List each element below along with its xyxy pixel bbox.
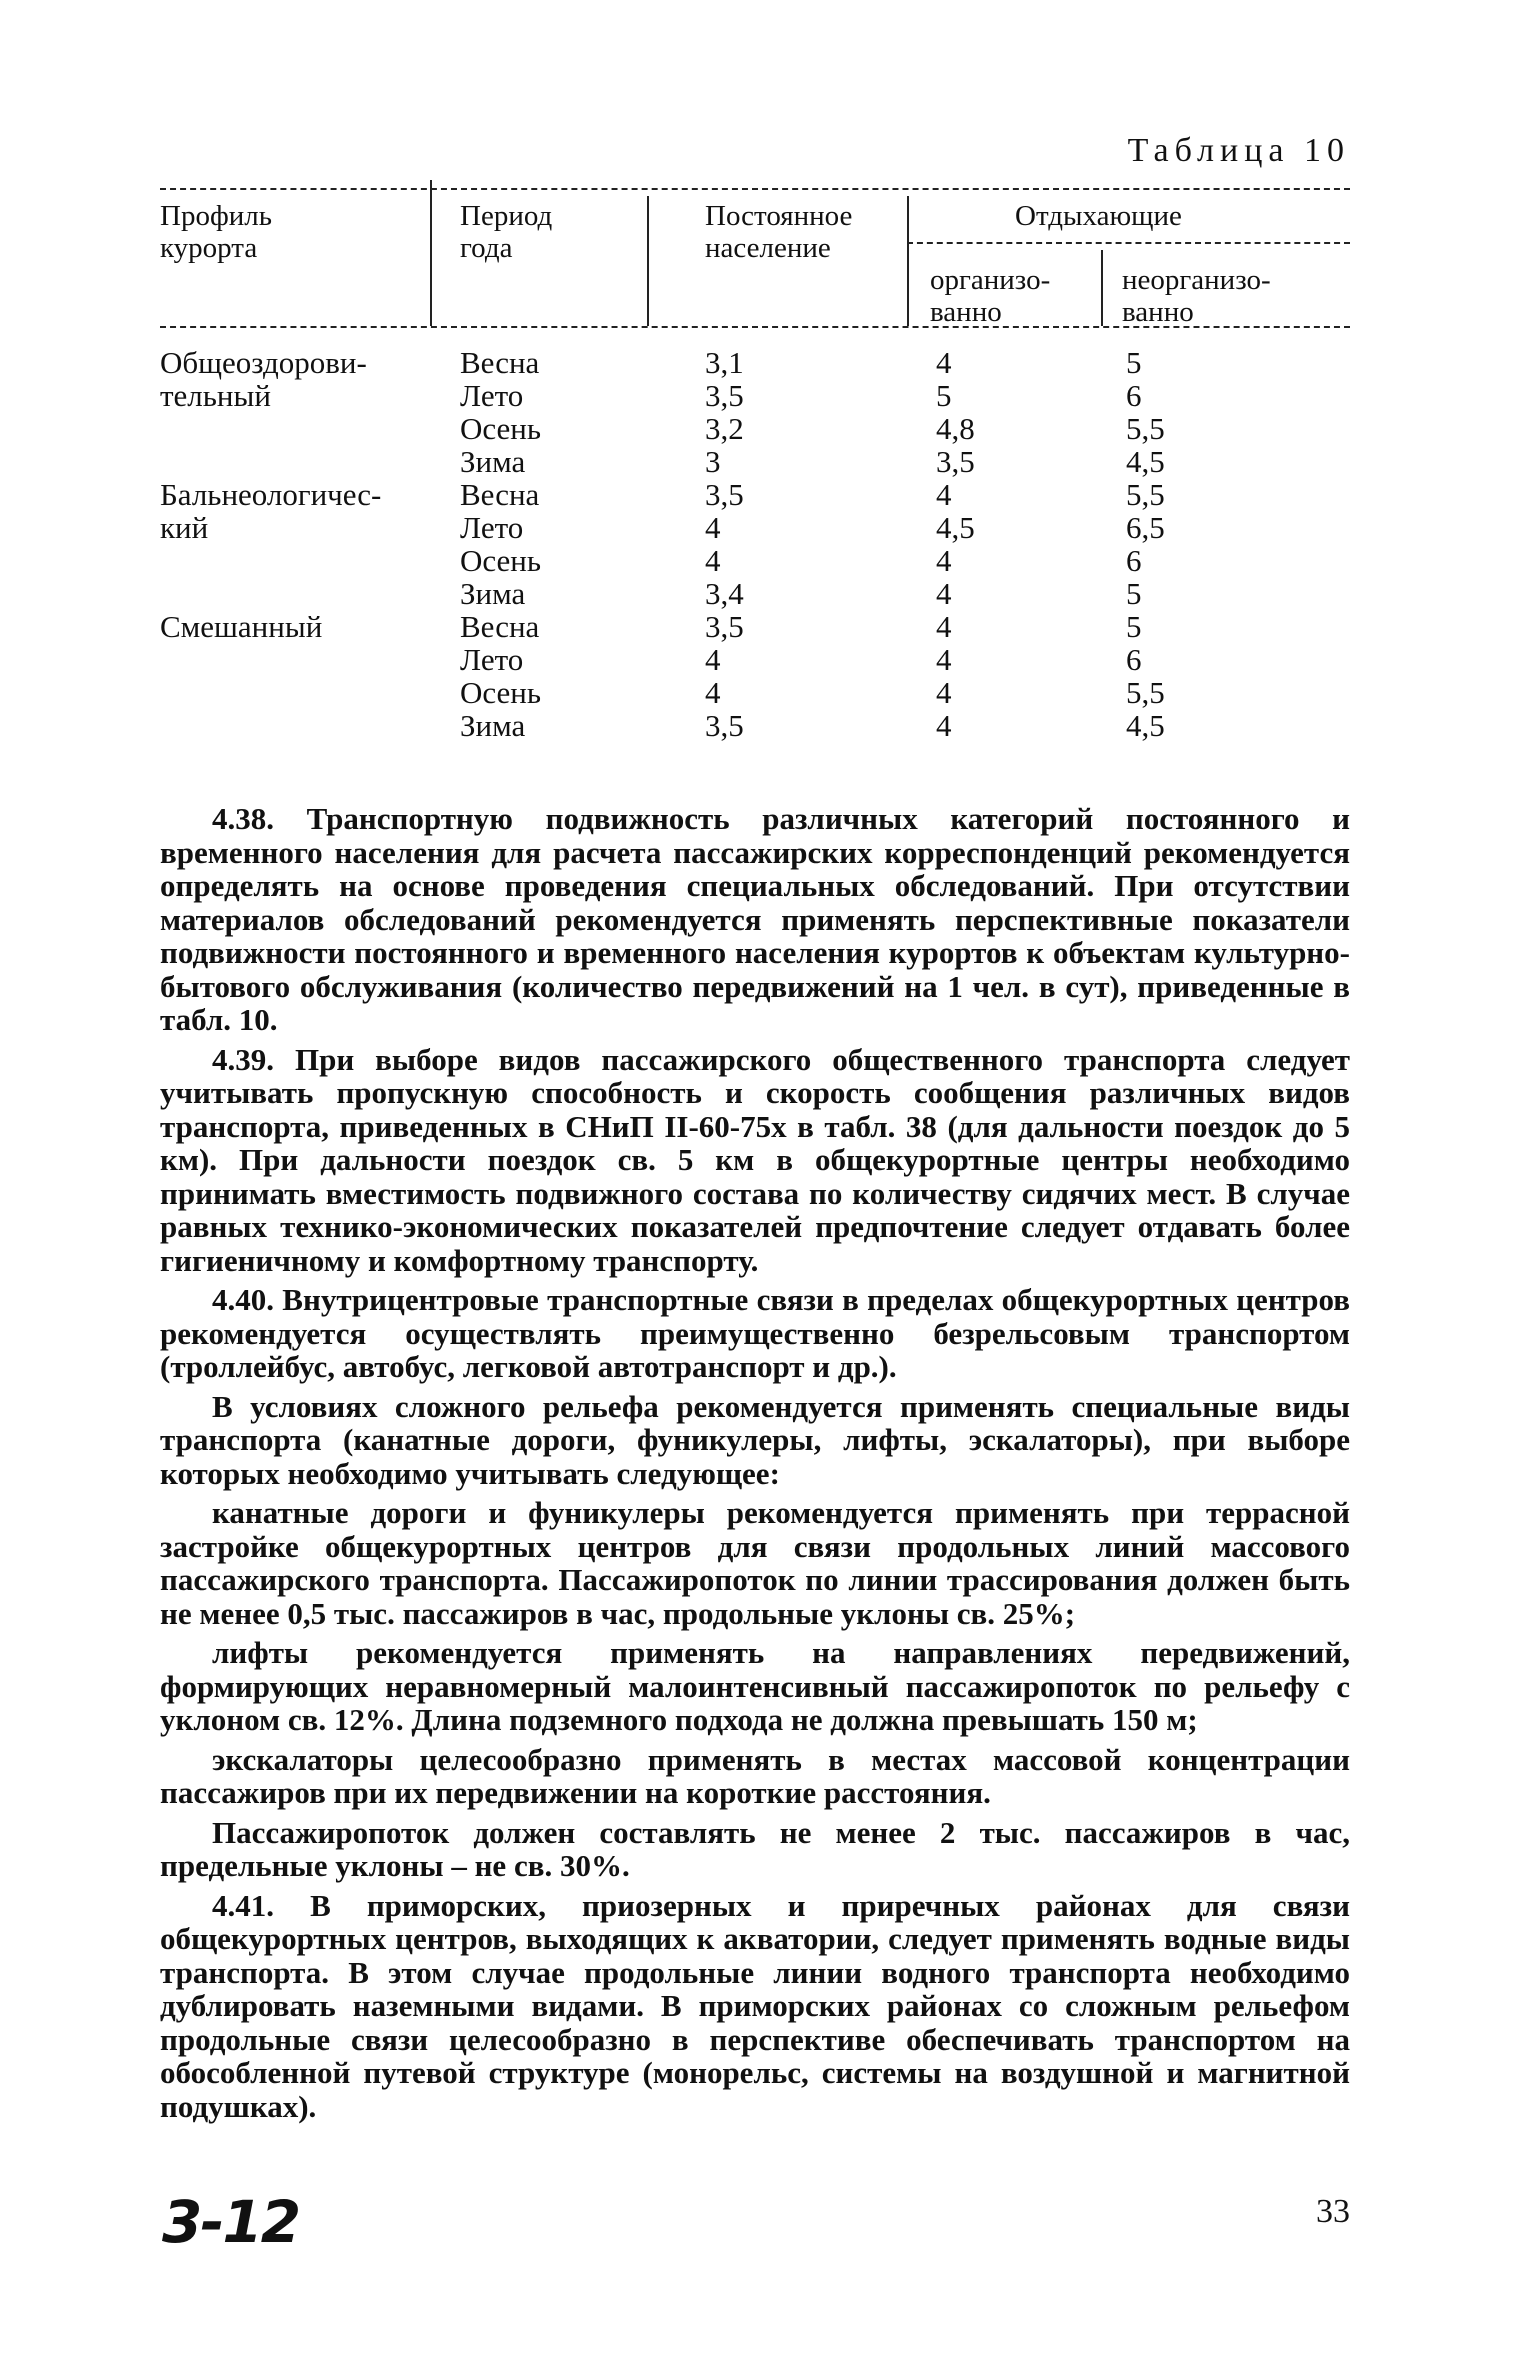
paragraph-4-39: 4.39. При выборе видов пассажирского общественного транспорта следует учитывать пропускную способность и скорость сообщения различных видов транспорта, приведенных в СНиП II-60-75х в табл. 38 (для дальности поездок до 5 км). При дальности поездок св. 5 км в общекурортные центры необходимо принимать вместимость подвижного состава по количеству сидячих мест. В случае равных технико-экономических показателей предпочтение следует отдавать более гигиеничному и комфортному транспорту. bbox=[160, 1041, 1350, 1278]
cell-organized: 4,5 bbox=[936, 510, 975, 545]
cell-period: Лето bbox=[460, 510, 524, 545]
cell-permanent: 4 bbox=[705, 510, 721, 545]
cell-permanent: 3,5 bbox=[705, 477, 744, 512]
handwritten-stamp: 3-12 bbox=[162, 2188, 300, 2256]
cell-unorganized: 4,5 bbox=[1126, 708, 1165, 743]
cell-organized: 4 bbox=[936, 675, 952, 710]
cell-period: Весна bbox=[460, 345, 540, 380]
body-text bbox=[160, 802, 1350, 2129]
column-divider bbox=[907, 196, 909, 326]
paragraph-passenger-flow: Пассажиропоток должен составлять не менее 2 тыс. пассажиров в час, предельные уклоны – не св. 30%. bbox=[160, 1814, 1350, 1883]
cell-organized: 5 bbox=[936, 378, 952, 413]
cell-organized: 4 bbox=[936, 609, 952, 644]
cell-permanent: 4 bbox=[705, 675, 721, 710]
paragraph-special-transport: В условиях сложного рельефа рекомендуется применять специальные виды транспорта (канатные дороги, фуникулеры, лифты, эскалаторы), при выборе которых необходимо учитывать следующее: bbox=[160, 1388, 1350, 1491]
header-profile: Профиль курорта bbox=[160, 200, 272, 264]
cell-organized: 4,8 bbox=[936, 411, 975, 446]
page-number: 33 bbox=[1316, 2193, 1350, 2230]
cell-unorganized: 6 bbox=[1126, 642, 1142, 677]
vacationers-subheader-rule bbox=[907, 242, 1350, 244]
cell-permanent: 3,2 bbox=[705, 411, 744, 446]
profile-balneological: Бальнеологичес- кий bbox=[160, 477, 382, 545]
cell-unorganized: 6 bbox=[1126, 543, 1142, 578]
cell-period: Зима bbox=[460, 444, 526, 479]
cell-unorganized: 6 bbox=[1126, 378, 1142, 413]
column-divider bbox=[647, 196, 649, 326]
cell-permanent: 3,5 bbox=[705, 609, 744, 644]
cell-organized: 4 bbox=[936, 576, 952, 611]
cell-permanent: 3,5 bbox=[705, 378, 744, 413]
column-divider bbox=[430, 180, 432, 326]
paragraph-4-40: 4.40. Внутрицентровые транспортные связи в пределах общекурортных центров рекомендуется осуществлять преимущественно безрельсовым транспортом (троллейбус, автобус, легковой автотранспорт и др.). bbox=[160, 1282, 1350, 1384]
cell-period: Зима bbox=[460, 576, 526, 611]
cell-period: Зима bbox=[460, 708, 526, 743]
table-caption: Таблица 10 bbox=[1127, 132, 1350, 169]
profile-mixed: Смешанный bbox=[160, 609, 323, 644]
paragraph-4-41: 4.41. В приморских, приозерных и приречных районах для связи общекурортных центров, выходящих к акватории, следует применять водные виды транспорта. В этом случае продольные линии водного транспорта необходимо дублировать наземными видами. В приморских районах со сложным рельефом продольные связи целесообразно в перспективе обеспечивать транспортом на обособленной путевой структуре (монорельс, системы на воздушной и магнитной подушках). bbox=[160, 1887, 1350, 2124]
cell-permanent: 4 bbox=[705, 642, 721, 677]
cell-unorganized: 5,5 bbox=[1126, 411, 1165, 446]
header-period: Период года bbox=[460, 200, 553, 264]
paragraph-cable-cars: канатные дороги и фуникулеры рекомендуется применять при террасной застройке общекурортных центров для связи продольных линий массового пассажирского транспорта. Пассажиропоток по линии трассирования должен быть не менее 0,5 тыс. пассажиров в час, продольные уклоны св. 25%; bbox=[160, 1495, 1350, 1631]
paragraph-lifts: лифты рекомендуется применять на направлениях передвижений, формирующих неравномерный малоинтенсивный пассажиропоток по рельефу с уклоном св. 12%. Длина подземного подхода не должна превышать 150 м; bbox=[160, 1635, 1350, 1737]
cell-permanent: 3,5 bbox=[705, 708, 744, 743]
cell-unorganized: 5 bbox=[1126, 576, 1142, 611]
cell-organized: 4 bbox=[936, 345, 952, 380]
cell-period: Лето bbox=[460, 642, 524, 677]
header-permanent-population: Постоянное население bbox=[705, 200, 853, 264]
header-organized: организо- ванно bbox=[930, 264, 1051, 328]
cell-permanent: 3 bbox=[705, 444, 721, 479]
header-vacationers: Отдыхающие bbox=[1015, 200, 1182, 232]
cell-organized: 4 bbox=[936, 543, 952, 578]
cell-organized: 4 bbox=[936, 477, 952, 512]
table-top-rule bbox=[160, 188, 1350, 190]
cell-permanent: 3,1 bbox=[705, 345, 744, 380]
paragraph-4-38: 4.38. Транспортную подвижность различных категорий постоянного и временного населения для расчета пассажирских корреспонденций рекомендуется определять на основе проведения специальных обследований. При отсутствии материалов обследований рекомендуется применять перспективные показатели подвижности постоянного и временного населения курортов к объектам культурно-бытового обслуживания (количество передвижений на 1 чел. в сут), приведенные в табл. 10. bbox=[160, 801, 1350, 1037]
cell-permanent: 3,4 bbox=[705, 576, 744, 611]
cell-unorganized: 6,5 bbox=[1126, 510, 1165, 545]
cell-period: Осень bbox=[460, 675, 542, 710]
paragraph-escalators: экскалаторы целесообразно применять в местах массовой концентрации пассажиров при их передвижении на короткие расстояния. bbox=[160, 1741, 1350, 1810]
cell-organized: 3,5 bbox=[936, 444, 975, 479]
cell-organized: 4 bbox=[936, 642, 952, 677]
cell-unorganized: 5,5 bbox=[1126, 477, 1165, 512]
cell-unorganized: 5 bbox=[1126, 345, 1142, 380]
cell-period: Осень bbox=[460, 411, 542, 446]
cell-permanent: 4 bbox=[705, 543, 721, 578]
cell-period: Лето bbox=[460, 378, 524, 413]
cell-period: Весна bbox=[460, 609, 540, 644]
cell-unorganized: 5,5 bbox=[1126, 675, 1165, 710]
column-divider bbox=[1101, 250, 1103, 326]
cell-period: Осень bbox=[460, 543, 542, 578]
header-unorganized: неорганизо- ванно bbox=[1122, 264, 1271, 328]
cell-organized: 4 bbox=[936, 708, 952, 743]
cell-unorganized: 5 bbox=[1126, 609, 1142, 644]
cell-period: Весна bbox=[460, 477, 540, 512]
profile-general-health: Общеоздорови- тельный bbox=[160, 345, 367, 413]
cell-unorganized: 4,5 bbox=[1126, 444, 1165, 479]
